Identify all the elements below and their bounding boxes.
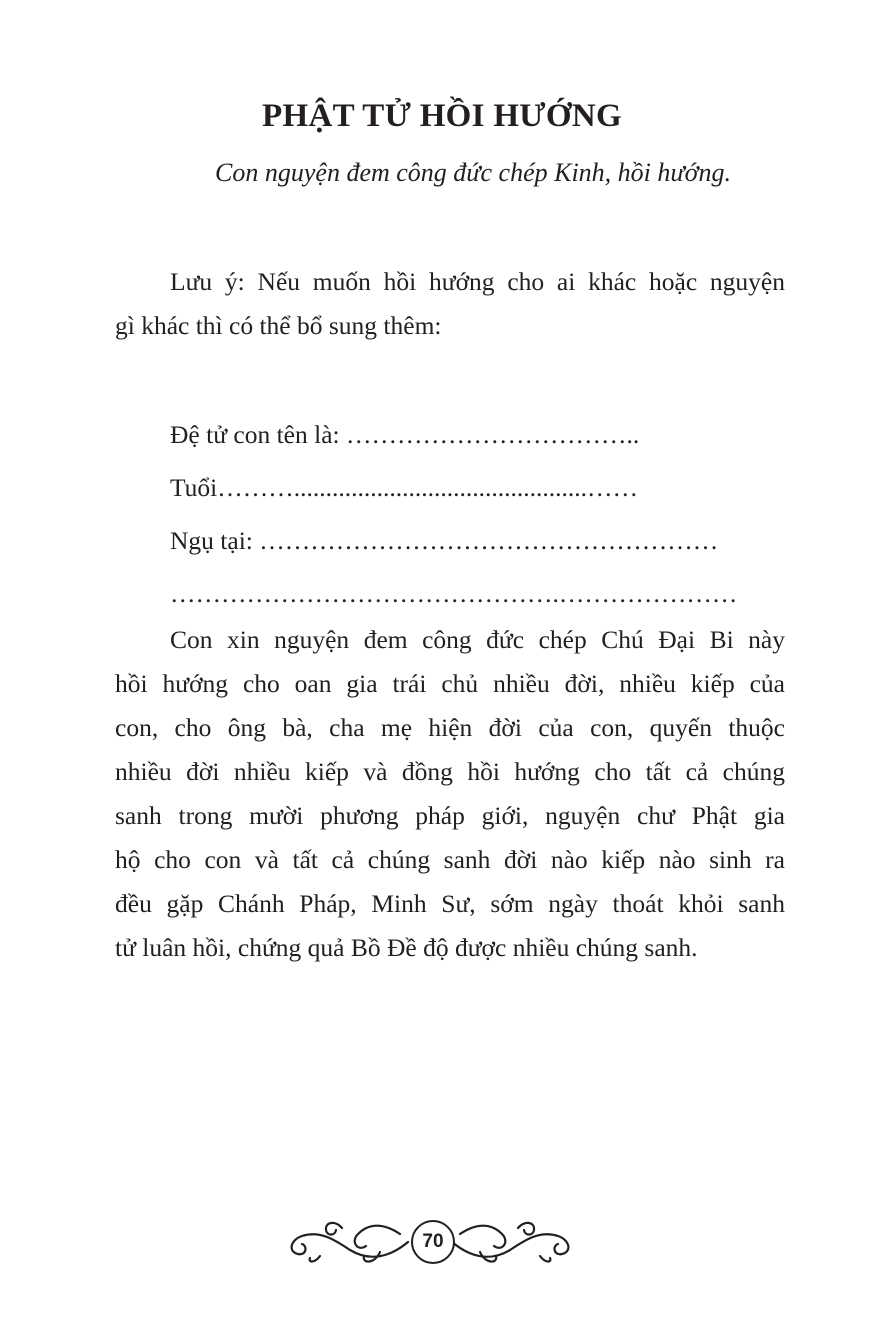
paragraph-line: hộ cho con và tất cả chúng sanh đời nào kiếp nào sinh ra <box>115 845 785 874</box>
paragraph-line: con, cho ông bà, cha mẹ hiện đời của con, quyến thuộc <box>115 713 785 742</box>
paragraph-line: tử luân hồi, chứng quả Bồ Đề độ được nhiều chúng sanh. <box>115 933 698 962</box>
paragraph-line: nhiều đời nhiều kiếp và đồng hồi hướng cho tất cả chúng <box>115 757 785 786</box>
form-address-field: Ngụ tại: ……………………………………………… <box>170 526 719 555</box>
paragraph-line: đều gặp Chánh Pháp, Minh Sư, sớm ngày thoát khỏi sanh <box>115 889 785 918</box>
form-address-continued: ……………………………………….………………… <box>170 579 738 608</box>
form-name-field: Đệ tử con tên là: …………………………….. <box>170 420 640 449</box>
page-title: PHẬT TỬ HỒI HƯỚNG <box>262 98 622 134</box>
page-subtitle: Con nguyện đem công đức chép Kinh, hồi hướng. <box>215 158 731 187</box>
note-line: gì khác thì có thể bổ sung thêm: <box>115 311 442 340</box>
page-number: 70 <box>411 1220 455 1264</box>
form-age-field: Tuổi………..............................................…… <box>170 473 639 502</box>
paragraph-line: hồi hướng cho oan gia trái chủ nhiều đời, nhiều kiếp của <box>115 669 785 698</box>
note-line: Lưu ý: Nếu muốn hồi hướng cho ai khác hoặc nguyện <box>170 267 785 296</box>
paragraph-line: Con xin nguyện đem công đức chép Chú Đại Bi này <box>170 625 785 654</box>
paragraph-line: sanh trong mười phương pháp giới, nguyện chư Phật gia <box>115 801 785 830</box>
page-footer-ornament <box>280 1212 580 1272</box>
